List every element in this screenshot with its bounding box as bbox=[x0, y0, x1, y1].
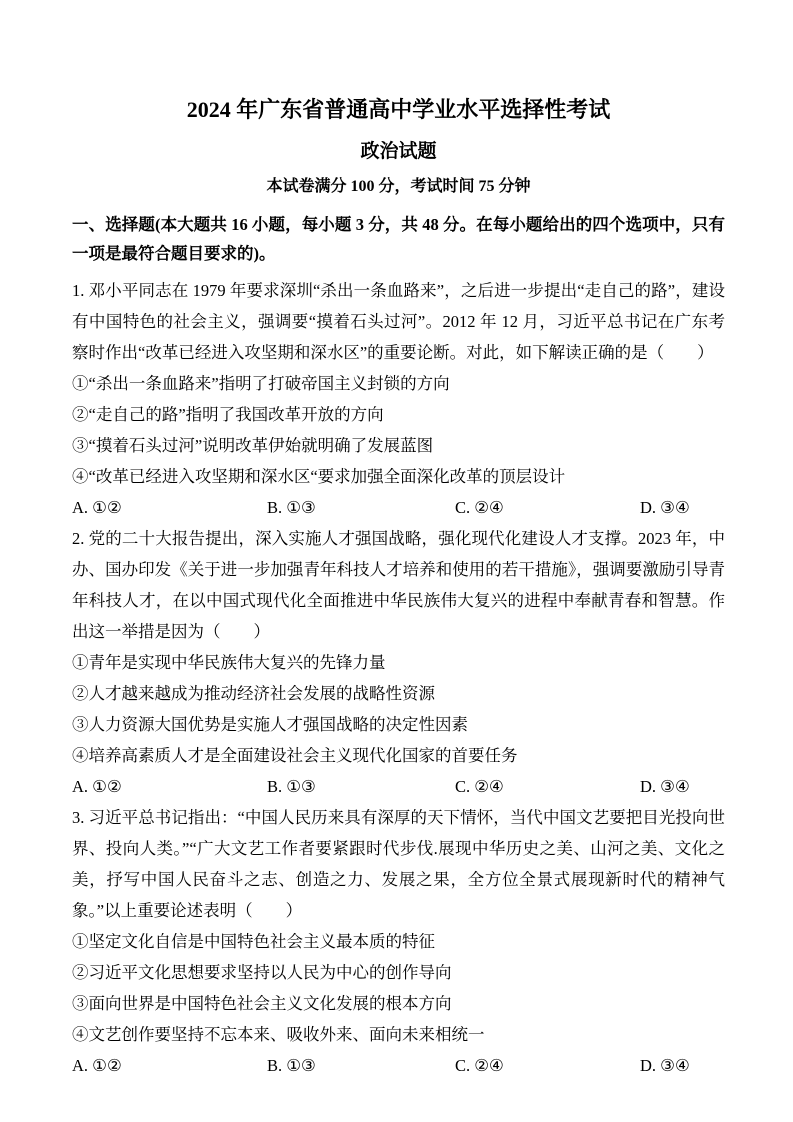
question-3-item-4: ④文艺创作要坚持不忘本来、吸收外来、面向未来相统一 bbox=[72, 1025, 485, 1044]
question-1-choice-c: C. ②④ bbox=[455, 498, 504, 517]
question-1-stem: 1. 邓小平同志在 1979 年要求深圳“杀出一条血路来”，之后进一步提出“走自己的路”，建设有中国特色的社会主义，强调要“摸着石头过河”。2012 年 12 月，习近平总书记在广东考察时作出“改革已经进入攻坚期和深水区”的重要论断。对此，如下解读正确的是（ ） bbox=[72, 281, 725, 362]
question-1-choices bbox=[72, 492, 725, 523]
question-3-choice-b: B. ①③ bbox=[267, 1056, 316, 1075]
question-1-choice-a: A. ①② bbox=[72, 498, 122, 517]
question-1-choice-d: D. ③④ bbox=[640, 498, 690, 517]
question-2-item-1: ①青年是实现中华民族伟大复兴的先锋力量 bbox=[72, 653, 386, 672]
section-header: 一、选择题(本大题共 16 小题，每小题 3 分，共 48 分。在每小题给出的四个选项中，只有一项是最符合题目要求的)。 bbox=[72, 215, 725, 263]
page-subtitle: 政治试题 bbox=[360, 141, 437, 162]
question-2 bbox=[72, 523, 725, 802]
question-3-choice-c: C. ②④ bbox=[455, 1056, 504, 1075]
question-2-choice-a: A. ①② bbox=[72, 777, 122, 796]
question-2-item-3: ③人力资源大国优势是实施人才强国战略的决定性因素 bbox=[72, 715, 468, 734]
question-2-choice-c: C. ②④ bbox=[455, 777, 504, 796]
question-2-choices bbox=[72, 771, 725, 802]
question-1-item-3: ③“摸着石头过河”说明改革伊始就明确了发展蓝图 bbox=[72, 436, 434, 455]
question-2-stem: 2. 党的二十大报告提出，深入实施人才强国战略，强化现代化建设人才支撑。2023 年，中办、国办印发《关于进一步加强青年科技人才培养和使用的若干措施》，强调要激励引导青年科技人才，在以中国式现代化全面推进中华民族伟大复兴的进程中奉献青春和智慧。作出这一举措是因为（ ） bbox=[72, 529, 725, 641]
question-3-choice-a: A. ①② bbox=[72, 1056, 122, 1075]
question-1-item-4: ④“改革已经进入攻坚期和深水区“要求加强全面深化改革的顶层设计 bbox=[72, 467, 566, 486]
question-1-item-2: ②“走自己的路”指明了我国改革开放的方向 bbox=[72, 405, 384, 424]
question-3-item-3: ③面向世界是中国特色社会主义文化发展的根本方向 bbox=[72, 994, 452, 1013]
question-2-choice-d: D. ③④ bbox=[640, 777, 690, 796]
question-2-choice-b: B. ①③ bbox=[267, 777, 316, 796]
question-2-item-4: ④培养高素质人才是全面建设社会主义现代化国家的首要任务 bbox=[72, 746, 518, 765]
question-2-item-2: ②人才越来越成为推动经济社会发展的战略性资源 bbox=[72, 684, 435, 703]
question-3-stem: 3. 习近平总书记指出：“中国人民历来具有深厚的天下情怀，当代中国文艺要把目光投向世界、投向人类。”“广大文艺工作者要紧跟时代步伐.展现中华历史之美、山河之美、文化之美，抒写中国人民奋斗之志、创造之力、发展之果，全方位全景式展现新时代的精神气象。”以上重要论述表明（ ） bbox=[72, 808, 725, 920]
page-title: 2024 年广东省普通高中学业水平选择性考试 bbox=[186, 97, 611, 122]
question-3 bbox=[72, 802, 725, 1081]
question-3-item-1: ①坚定文化自信是中国特色社会主义最本质的特征 bbox=[72, 932, 435, 951]
question-1 bbox=[72, 275, 725, 523]
question-3-choice-d: D. ③④ bbox=[640, 1056, 690, 1075]
question-3-item-2: ②习近平文化思想要求坚持以人民为中心的创作导向 bbox=[72, 963, 452, 982]
exam-info-line: 本试卷满分 100 分，考试时间 75 分钟 bbox=[266, 178, 531, 195]
question-1-item-1: ①“杀出一条血路来”指明了打破帝国主义封锁的方向 bbox=[72, 374, 450, 393]
question-3-choices bbox=[72, 1050, 725, 1081]
question-1-choice-b: B. ①③ bbox=[267, 498, 316, 517]
